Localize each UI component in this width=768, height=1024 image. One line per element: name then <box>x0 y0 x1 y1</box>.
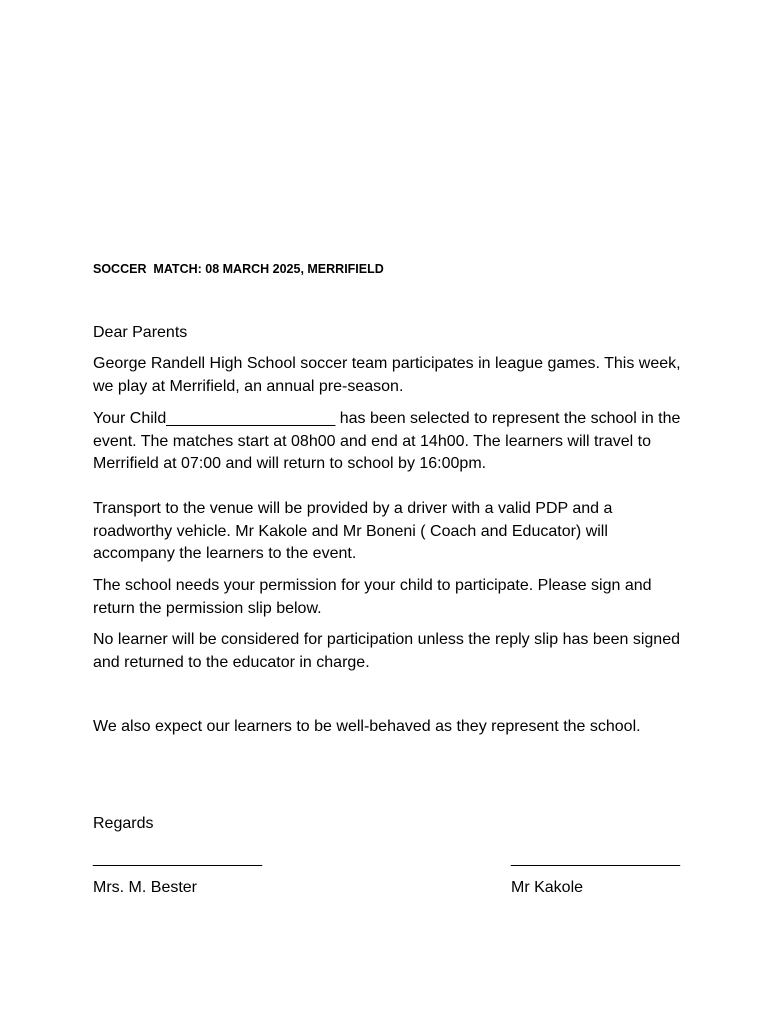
closing-regards: Regards <box>93 815 154 832</box>
signatory-name-right: Mr Kakole <box>511 879 584 896</box>
letter-heading: SOCCER MATCH: 08 MARCH 2025, MERRIFIELD <box>93 262 384 276</box>
salutation: Dear Parents <box>93 324 188 341</box>
paragraph-reply-slip: No learner will be considered for participation unless the reply slip has been signed and returned to the educator in charge. <box>93 631 680 671</box>
signature-line-left: ___________________ <box>93 850 263 867</box>
paragraph-league-games: George Randell High School soccer team participates in league games. This week, we play at Merrifield, an annual pre-season. <box>93 355 681 395</box>
paragraph-selection: Your Child___________________ has been selected to represent the school in the event. The matches start at 08h00 and end at 14h00. The learners will travel to Merrifield at 07:00 and will return to school by 16:00pm. <box>93 410 681 472</box>
paragraph-behaviour: We also expect our learners to be well-behaved as they represent the school. <box>93 718 641 735</box>
signatory-name-left: Mrs. M. Bester <box>93 879 198 896</box>
paragraph-permission: The school needs your permission for your child to participate. Please sign and return the permission slip below. <box>93 577 652 617</box>
signature-line-right: ___________________ <box>511 850 681 867</box>
paragraph-transport: Transport to the venue will be provided by a driver with a valid PDP and a roadworthy vehicle. Mr Kakole and Mr Boneni ( Coach and Educator) will accompany the learners to the event. <box>93 500 613 562</box>
